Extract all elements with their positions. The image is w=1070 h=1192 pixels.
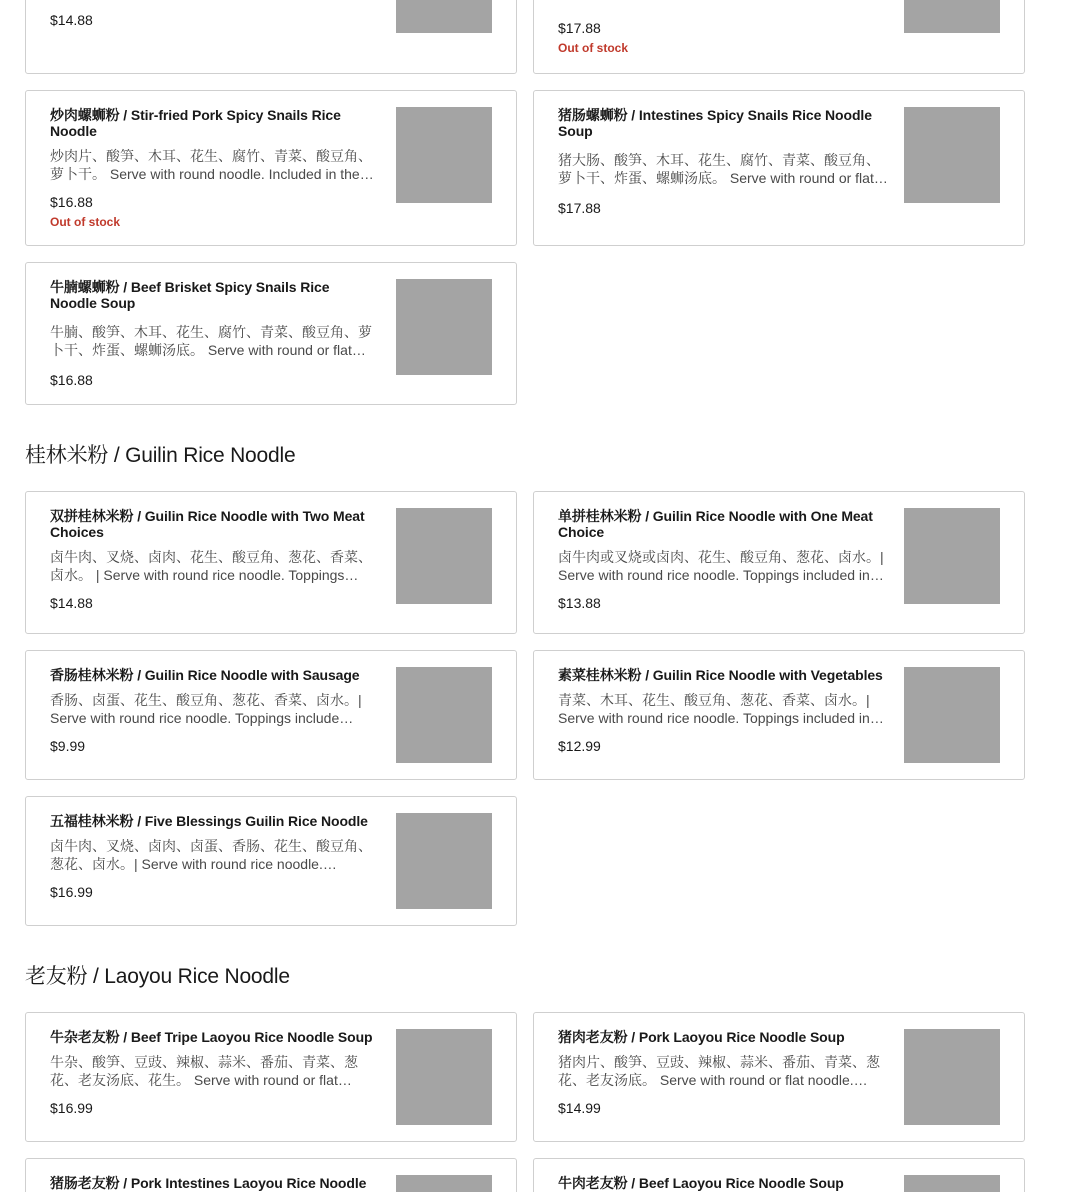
item-title: 双拼桂林米粉 / Guilin Rice Noodle with Two Meat Choices xyxy=(50,508,365,540)
item-description: 卤牛肉、叉烧、卤肉、花生、酸豆角、葱花、香菜、卤水。 | Serve with round rice noodle. Toppings xyxy=(50,549,372,583)
menu-item-text xyxy=(50,667,380,755)
item-photo xyxy=(396,107,492,203)
menu-item-text xyxy=(50,1175,380,1192)
item-photo xyxy=(904,0,1000,33)
menu-item-text xyxy=(50,279,380,389)
item-photo xyxy=(904,667,1000,763)
menu-item-card[interactable] xyxy=(25,650,517,780)
item-description: 猪大肠、酸笋、木耳、花生、腐竹、青菜、酸豆角、萝卜干、炸蛋、螺蛳汤底。 Serve with round or flat xyxy=(558,152,880,186)
item-price: $16.88 xyxy=(50,194,93,210)
item-photo xyxy=(396,508,492,604)
item-price: $17.88 xyxy=(558,200,601,216)
out-of-stock-label: Out of stock xyxy=(50,215,121,229)
item-title: 猪肉老友粉 / Pork Laoyou Rice Noodle Soup xyxy=(558,1029,845,1045)
section-title-laoyou: 老友粉 / Laoyou Rice Noodle xyxy=(25,965,290,988)
item-photo xyxy=(396,667,492,763)
item-price: $17.88 xyxy=(558,20,601,36)
item-description: 牛腩、酸笋、木耳、花生、腐竹、青菜、酸豆角、萝卜干、炸蛋、螺蛳汤底。 Serve with round or flat xyxy=(50,324,372,358)
item-photo xyxy=(904,1029,1000,1125)
item-photo xyxy=(904,1175,1000,1192)
section-title-guilin: 桂林米粉 / Guilin Rice Noodle xyxy=(25,444,296,467)
menu-item-text xyxy=(558,508,888,612)
item-description: 牛杂、酸笋、豆豉、辣椒、蒜米、番茄、青菜、葱花、老友汤底、花生。 Serve with round or flat xyxy=(50,1054,358,1088)
item-title: 猪肠老友粉 / Pork Intestines Laoyou Rice Noodle xyxy=(50,1175,367,1191)
item-price: $9.99 xyxy=(50,738,86,754)
menu-item-card[interactable] xyxy=(533,0,1025,74)
item-description: 炒肉片、酸笋、木耳、花生、腐竹、青菜、酸豆角、萝卜干。 Serve with round noodle. Included in the xyxy=(50,148,372,182)
item-price: $12.99 xyxy=(558,738,601,754)
menu-item-text xyxy=(558,107,888,217)
item-title: 猪肠螺蛳粉 / Intestines Spicy Snails Rice Noodle Soup xyxy=(558,107,872,139)
menu-item-card[interactable] xyxy=(25,90,517,246)
item-price: $14.88 xyxy=(50,595,93,611)
item-title: 牛肉老友粉 / Beef Laoyou Rice Noodle Soup xyxy=(558,1175,844,1191)
menu-item-card[interactable] xyxy=(533,1012,1025,1142)
item-title: 牛腩螺蛳粉 / Beef Brisket Spicy Snails Rice Noodle Soup xyxy=(50,279,330,311)
item-photo xyxy=(396,1029,492,1125)
item-price: $16.99 xyxy=(50,884,93,900)
menu-item-card[interactable] xyxy=(25,796,517,926)
item-photo xyxy=(396,279,492,375)
item-price: $14.88 xyxy=(50,12,93,28)
item-title: 单拼桂林米粉 / Guilin Rice Noodle with One Meat Choice xyxy=(558,508,873,540)
item-title: 香肠桂林米粉 / Guilin Rice Noodle with Sausage xyxy=(50,667,360,683)
menu-item-card[interactable] xyxy=(25,1158,517,1192)
item-title: 炒肉螺蛳粉 / Stir-fried Pork Spicy Snails Rice Noodle xyxy=(50,107,341,139)
item-title: 牛杂老友粉 / Beef Tripe Laoyou Rice Noodle Soup xyxy=(50,1029,373,1045)
item-photo xyxy=(396,1175,492,1192)
item-description: 卤牛肉或叉烧或卤肉、花生、酸豆角、葱花、卤水。| Serve with round rice noodle. Toppings included in xyxy=(558,549,884,583)
item-price: $16.99 xyxy=(50,1100,93,1116)
menu-item-text xyxy=(50,1029,380,1117)
item-photo xyxy=(904,508,1000,604)
menu-item-card[interactable] xyxy=(533,491,1025,634)
item-description: 卤牛肉、叉烧、卤肉、卤蛋、香肠、花生、酸豆角、葱花、卤水。| Serve with round rice noodle. xyxy=(50,838,372,872)
item-description: 香肠、卤蛋、花生、酸豆角、葱花、香菜、卤水。| Serve with round rice noodle. Toppings include xyxy=(50,692,362,726)
menu-item-text xyxy=(558,667,888,755)
item-description: 猪肉片、酸笋、豆豉、辣椒、蒜米、番茄、青菜、葱花、老友汤底。 Serve with round or flat noodle. xyxy=(558,1054,880,1088)
item-price: $14.99 xyxy=(558,1100,601,1116)
item-photo xyxy=(904,107,1000,203)
item-photo xyxy=(396,813,492,909)
menu-item-card[interactable] xyxy=(533,650,1025,780)
item-price: $13.88 xyxy=(558,595,601,611)
item-title: 五福桂林米粉 / Five Blessings Guilin Rice Noodle xyxy=(50,813,368,829)
menu-item-card[interactable] xyxy=(533,90,1025,246)
menu-item-card[interactable] xyxy=(25,262,517,405)
menu-item-card[interactable] xyxy=(25,1012,517,1142)
item-photo xyxy=(396,0,492,33)
menu-item-card[interactable] xyxy=(25,491,517,634)
menu-item-text xyxy=(50,813,380,901)
menu-item-text xyxy=(558,1029,888,1117)
menu-item-card[interactable] xyxy=(25,0,517,74)
out-of-stock-label: Out of stock xyxy=(558,41,629,55)
menu-item-text xyxy=(50,508,380,612)
item-description: 青菜、木耳、花生、酸豆角、葱花、香菜、卤水。| Serve with round rice noodle. Toppings included in xyxy=(558,692,870,726)
item-title: 素菜桂林米粉 / Guilin Rice Noodle with Vegetables xyxy=(558,667,883,683)
menu-item-text xyxy=(50,107,380,230)
menu-item-card[interactable] xyxy=(533,1158,1025,1192)
menu-item-text xyxy=(558,1175,888,1191)
item-price: $16.88 xyxy=(50,372,93,388)
